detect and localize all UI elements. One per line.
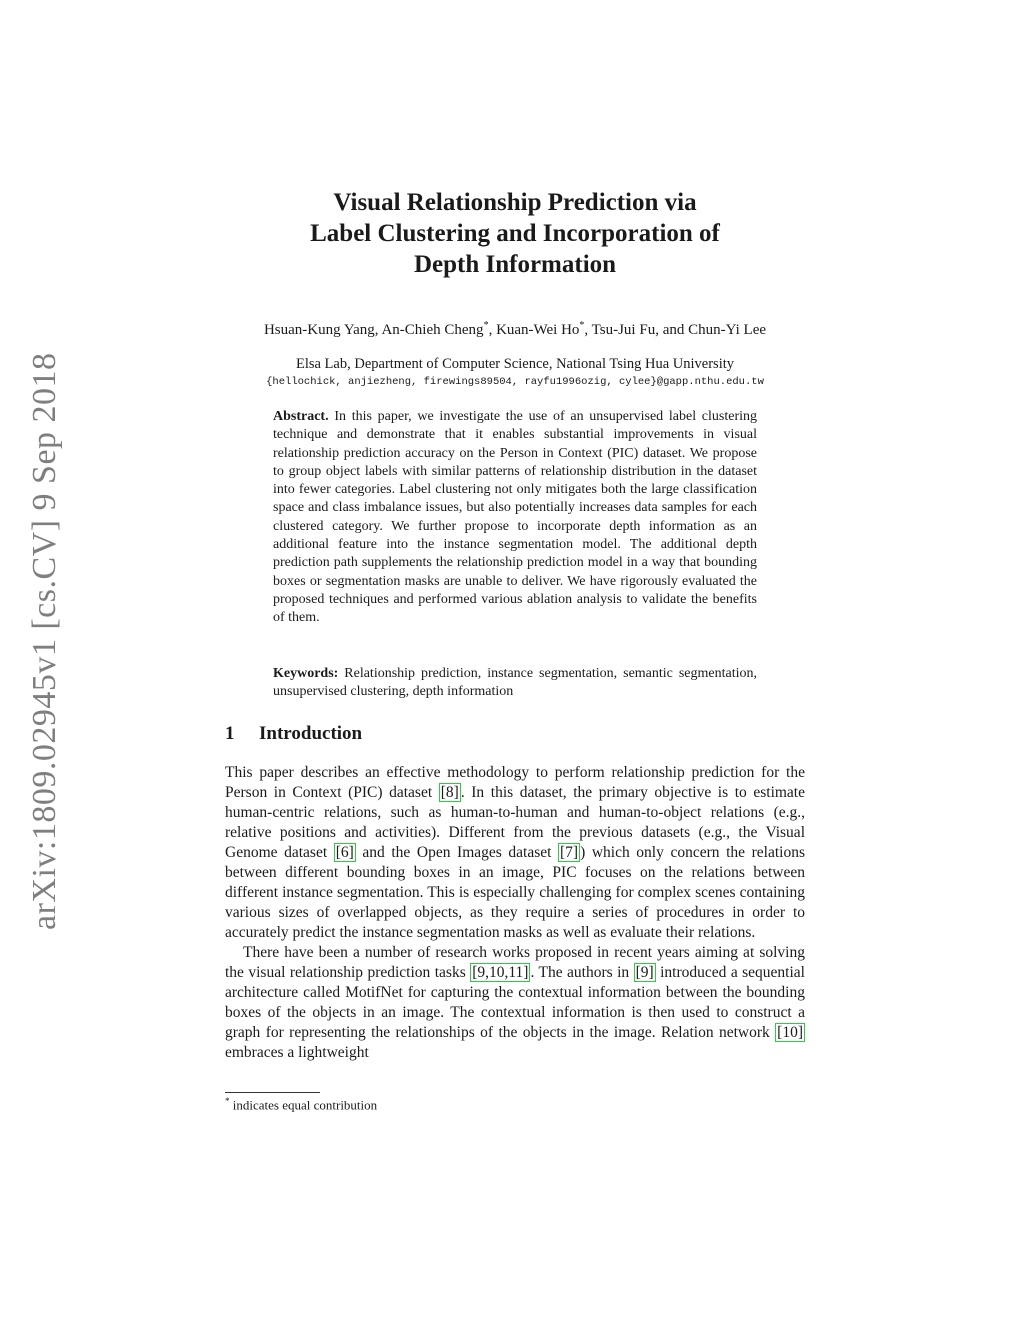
paragraph-text: ) which only concern the relations between different bounding boxes in an image, PIC focuses on the relations between different instance segmentation. This is especially challenging for complex scenes containing various sizes of overlapped objects, as they require a series of procedures in order to accurately predict the instance segmentation masks as well as evaluate their relations. [225, 844, 805, 941]
author-names: Hsuan-Kung Yang, An-Chieh Cheng [263, 322, 484, 338]
abstract-heading: Abstract. [273, 409, 329, 424]
title-line: Depth Information [413, 251, 617, 278]
paragraph-text: . The authors in [530, 964, 634, 981]
arxiv-identifier: arXiv:1809.02945v1 [cs.CV] 9 Sep 2018 [26, 352, 63, 930]
footnote-text: indicates equal contribution [229, 1097, 378, 1113]
citation-link[interactable]: [9] [635, 964, 654, 981]
affiliation: Elsa Lab, Department of Computer Science, National Tsing Hua University [295, 356, 735, 372]
paragraph [225, 943, 805, 1063]
citation-link[interactable]: [7] [560, 844, 579, 861]
title-line: Visual Relationship Prediction via [333, 189, 697, 216]
paper-title [225, 187, 805, 280]
author-names: , Kuan-Wei Ho [488, 322, 580, 338]
paragraph [225, 763, 805, 943]
author-emails: {hellochick, anjiezheng, firewings89504, rayfu1996ozig, cylee}@gapp.nthu.edu.tw [266, 376, 764, 388]
abstract [273, 408, 757, 628]
section-heading [225, 723, 362, 745]
keywords-text: Relationship prediction, instance segmentation, semantic segmentation, unsupervised clustering, depth information [273, 666, 757, 700]
footnote-mark: * [225, 1096, 230, 1106]
author-names: , Tsu-Jui Fu, and Chun-Yi Lee [584, 322, 767, 338]
footnote [225, 1096, 377, 1113]
paragraph-text: embraces a lightweight [225, 1044, 369, 1061]
section-title: Introduction [259, 723, 363, 744]
paragraph-text: There have been a number of research works proposed in recent years aiming at solving the visual relationship prediction tasks [225, 944, 805, 981]
abstract-text: In this paper, we investigate the use of an unsupervised label clustering technique and demonstrate that it enables substantial improvements in visual relationship prediction accuracy on the Person in Context (PIC) dataset. We propose to group object labels with similar patterns of relationship distribution in the dataset into fewer categories. Label clustering not only mitigates both the large classification space and class imbalance issues, but also potentially increases data samples for each clustered category. We further propose to incorporate depth information as an additional feature into the instance segmentation model. The additional depth prediction path supplements the relationship prediction model in a way that bounding boxes or segmentation masks are unable to deliver. We have rigorously evaluated the proposed techniques and performed various ablation analysis to validate the benefits of them. [273, 409, 758, 626]
citation-link[interactable]: [9,10,11] [472, 964, 529, 981]
keywords [273, 665, 757, 702]
citation-link[interactable]: [10] [777, 1024, 803, 1041]
footnote-rule [225, 1092, 320, 1093]
paragraph-text: and the Open Images dataset [355, 844, 559, 861]
section-number: 1 [225, 723, 235, 744]
paragraph-text: . In this dataset, the primary objective is to estimate human-centric relations, such as human-to-human and human-to-object relations (e.g., relative positions and activities). Different from the previous datasets (e.g., the Visual Genome dataset [225, 784, 805, 861]
paragraph-text: introduced a sequential architecture called MotifNet for capturing the contextual information between the bounding boxes of the objects in an image. The contextual information is then used to construct a graph for representing the relationships of the objects in the image. Relation network [225, 964, 805, 1041]
equal-contribution-mark: * [579, 320, 585, 331]
keywords-heading: Keywords: [273, 666, 339, 681]
citation-link[interactable]: [6] [335, 844, 354, 861]
title-line: Label Clustering and Incorporation of [310, 220, 720, 247]
author-list [200, 320, 830, 339]
equal-contribution-mark: * [483, 320, 489, 331]
paragraph-text: This paper describes an effective methodology to perform relationship prediction for the Person in Context (PIC) dataset [225, 764, 805, 801]
introduction-body [225, 763, 805, 1063]
citation-link[interactable]: [8] [440, 784, 459, 801]
